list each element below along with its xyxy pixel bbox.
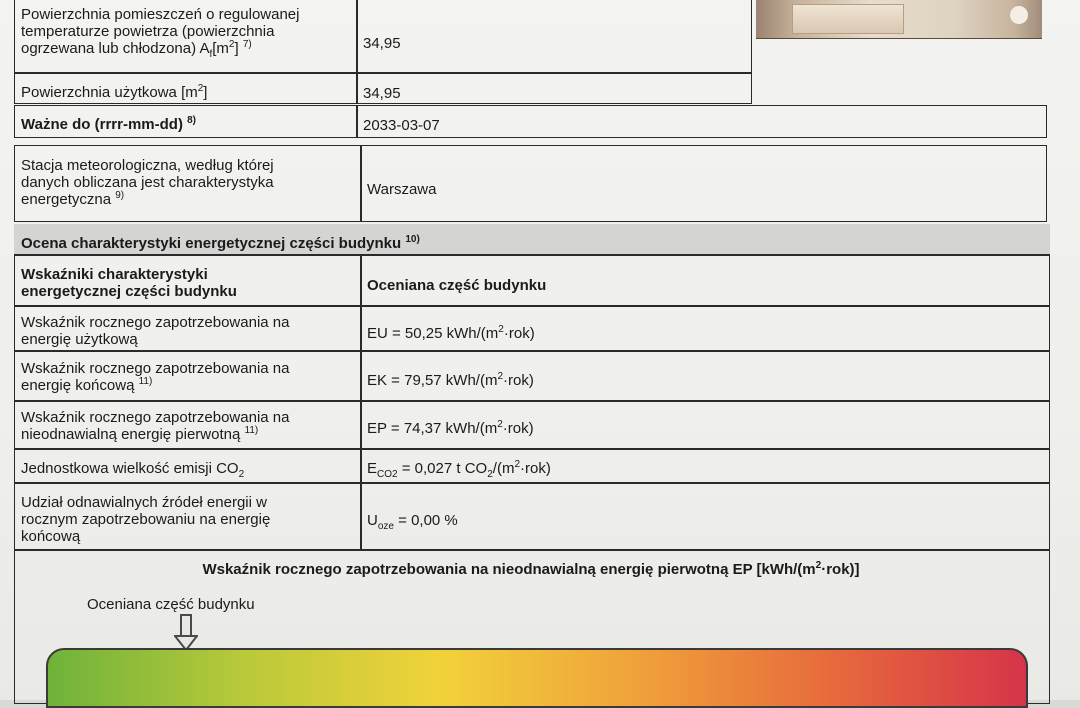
- down-arrow-icon: [174, 614, 198, 652]
- ep-value: EP = 74,37 kWh/$(m^2\cdot rok)$: [367, 419, 534, 437]
- ep-label: Wskaźnik rocznego zapotrzebowania na nieodnawialną energię pierwotną $^{11)}$: [21, 409, 290, 443]
- valid-until-label: Ważne do (rrrr-mm-dd) $^{8)}$: [21, 115, 197, 133]
- ek-value: EK = 79,57 kWh/$(m^2\cdot rok)$: [367, 371, 534, 389]
- valid-until-value: 2033-03-07: [363, 117, 440, 134]
- area-regulated-value: 34,95: [363, 35, 401, 52]
- area-regulated-label: Powierzchnia pomieszczeń o regulowanej temperaturze powietrza (powierzchnia ogrzewana lub chłodzona) $A_f[m^2]$ $^{7)}$: [21, 6, 300, 60]
- area-usable-value: 34,95: [363, 85, 401, 102]
- renewable-value: $U_{oze} = 0,00$ %: [367, 512, 458, 532]
- weather-station-value: Warszawa: [367, 181, 437, 198]
- co2-value: $E_{CO2} = 0,027$ t $CO_2/(m^2\cdot rok)$: [367, 459, 551, 480]
- photo-window: [792, 4, 904, 34]
- assessment-title: Ocena charakterystyki energetycznej części budynku $^{10)}$: [21, 234, 420, 252]
- scale-title: Wskaźnik rocznego zapotrzebowania na nieodnawialną energię pierwotną EP $[kWh/(m^2\cdot rok)]$: [202, 560, 860, 578]
- ep-gradient-scale: [46, 648, 1028, 708]
- building-photo: [756, 0, 1042, 39]
- photo-lamp: [1010, 6, 1028, 24]
- weather-station-label: Stacja meteorologiczna, według której danych obliczana jest charakterystyka energetyczna $^{9)}$: [21, 157, 274, 208]
- co2-label: Jednostkowa wielkość emisji $CO_2$: [21, 460, 245, 480]
- scale-marker-label: Oceniana część budynku: [87, 596, 255, 613]
- eu-label: Wskaźnik rocznego zapotrzebowania na energię użytkową: [21, 314, 290, 348]
- area-usable-label: Powierzchnia użytkowa $[m^2]$: [21, 83, 208, 101]
- col2-header: Oceniana część budynku: [367, 277, 547, 294]
- eu-value: EU = 50,25 kWh/$(m^2\cdot rok)$: [367, 324, 535, 342]
- ek-label: Wskaźnik rocznego zapotrzebowania na energię końcową $^{11)}$: [21, 360, 290, 394]
- renewable-label: Udział odnawialnych źródeł energii w rocznym zapotrzebowaniu na energię końcową: [21, 494, 271, 545]
- col1-header: Wskaźniki charakterystyki energetycznej części budynku: [21, 266, 237, 300]
